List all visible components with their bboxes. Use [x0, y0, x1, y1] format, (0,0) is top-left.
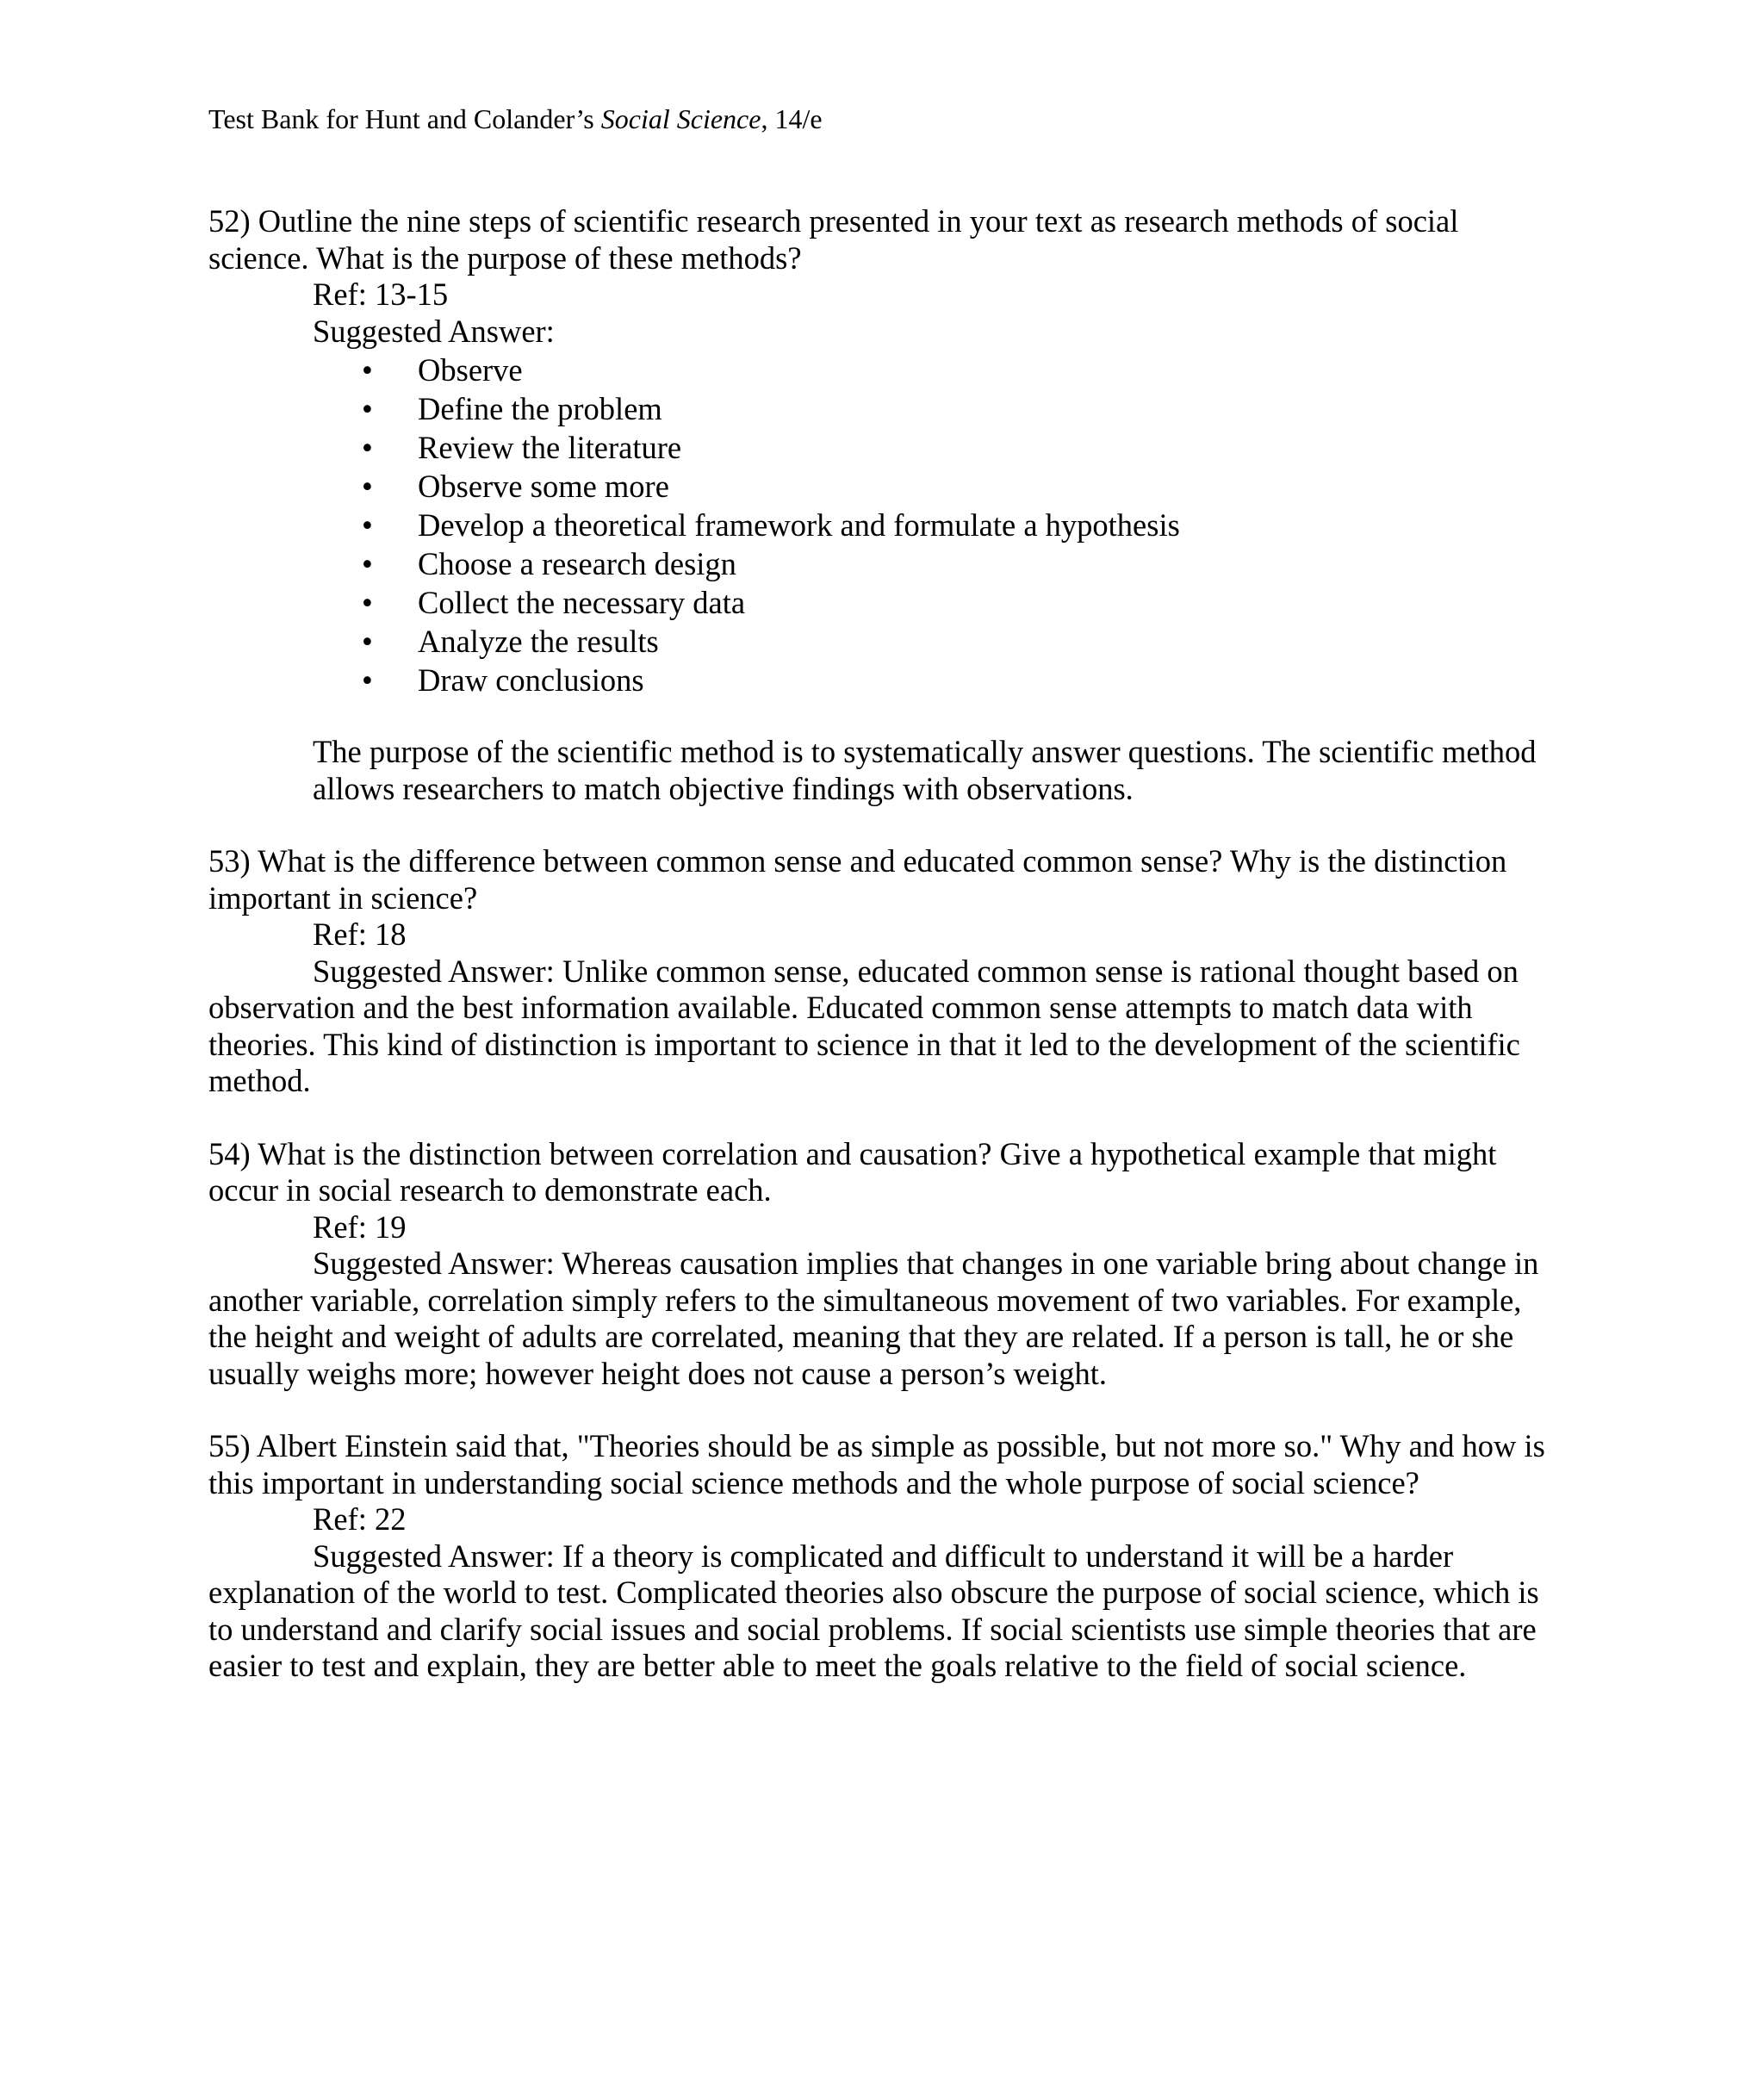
- bullet-icon: •: [362, 546, 373, 581]
- page-header: [208, 102, 823, 136]
- header-prefix: Test Bank for Hunt and Colander’s: [208, 103, 601, 134]
- question-ref: Ref: 22: [313, 1501, 407, 1537]
- question-ref: Ref: 13-15: [313, 276, 449, 312]
- question-text: 52) Outline the nine steps of scientific research presented in your text as research methods of social science. What is the purpose of these methods?: [208, 203, 1459, 276]
- question-53: [208, 843, 1552, 1100]
- list-item: • Collect the necessary data: [362, 585, 746, 620]
- question-ref: Ref: 18: [313, 916, 407, 952]
- list-item: • Choose a research design: [362, 546, 736, 581]
- list-item: • Develop a theoretical framework and formulate a hypothesis: [362, 507, 1180, 543]
- research-steps-list: [208, 351, 1552, 699]
- bullet-icon: •: [362, 352, 373, 388]
- bullet-icon: •: [362, 585, 373, 620]
- bullet-icon: •: [362, 391, 373, 426]
- header-edition: , 14/e: [761, 103, 823, 134]
- list-item: • Observe some more: [362, 469, 669, 504]
- question-ref: Ref: 19: [313, 1208, 407, 1245]
- purpose-paragraph: The purpose of the scientific method is to systematically answer questions. The scientific method allows researchers to match objective findings with observations.: [313, 734, 1537, 806]
- list-item: • Define the problem: [362, 391, 662, 426]
- list-item: • Observe: [362, 352, 523, 388]
- bullet-icon: •: [362, 662, 373, 698]
- question-text: 55) Albert Einstein said that, "Theories should be as simple as possible, but not more so." Why and how is this important in understanding social science methods and the whole purpose of social science?: [208, 1428, 1545, 1500]
- answer-label: Suggested Answer:: [313, 313, 555, 349]
- question-52: [208, 203, 1552, 807]
- question-55: [208, 1428, 1552, 1685]
- header-book-title: Social Science: [600, 103, 761, 134]
- question-54: [208, 1136, 1552, 1393]
- bullet-icon: •: [362, 430, 373, 465]
- suggested-answer: Suggested Answer: Unlike common sense, educated common sense is rational thought based on observation and the best information available. Educated common sense attempts to match data with theories. This kind of distinction is important to science in that it led to the development of the scientific method.: [208, 953, 1520, 1098]
- bullet-icon: •: [362, 469, 373, 504]
- list-item: • Draw conclusions: [362, 662, 644, 698]
- suggested-answer: Suggested Answer: If a theory is complicated and difficult to understand it will be a harder explanation of the world to test. Complicated theories also obscure the purpose of social science, which is to understand and clarify social issues and social problems. If social scientists use simple theories that are easier to test and explain, they are better able to meet the goals relative to the field of social science.: [208, 1538, 1539, 1683]
- question-text: 53) What is the difference between common sense and educated common sense? Why is the distinction important in science?: [208, 843, 1507, 916]
- suggested-answer: Suggested Answer: Whereas causation implies that changes in one variable bring about change in another variable, correlation simply refers to the simultaneous movement of two variables. For example, the height and weight of adults are correlated, meaning that they are related. If a person is tall, he or she usually weighs more; however height does not cause a person’s weight.: [208, 1246, 1539, 1391]
- bullet-icon: •: [362, 624, 373, 659]
- question-list: [208, 203, 1552, 1721]
- bullet-icon: •: [362, 507, 373, 543]
- list-item: • Analyze the results: [362, 624, 659, 659]
- question-text: 54) What is the distinction between correlation and causation? Give a hypothetical example that might occur in social research to demonstrate each.: [208, 1135, 1497, 1208]
- list-item: • Review the literature: [362, 430, 682, 465]
